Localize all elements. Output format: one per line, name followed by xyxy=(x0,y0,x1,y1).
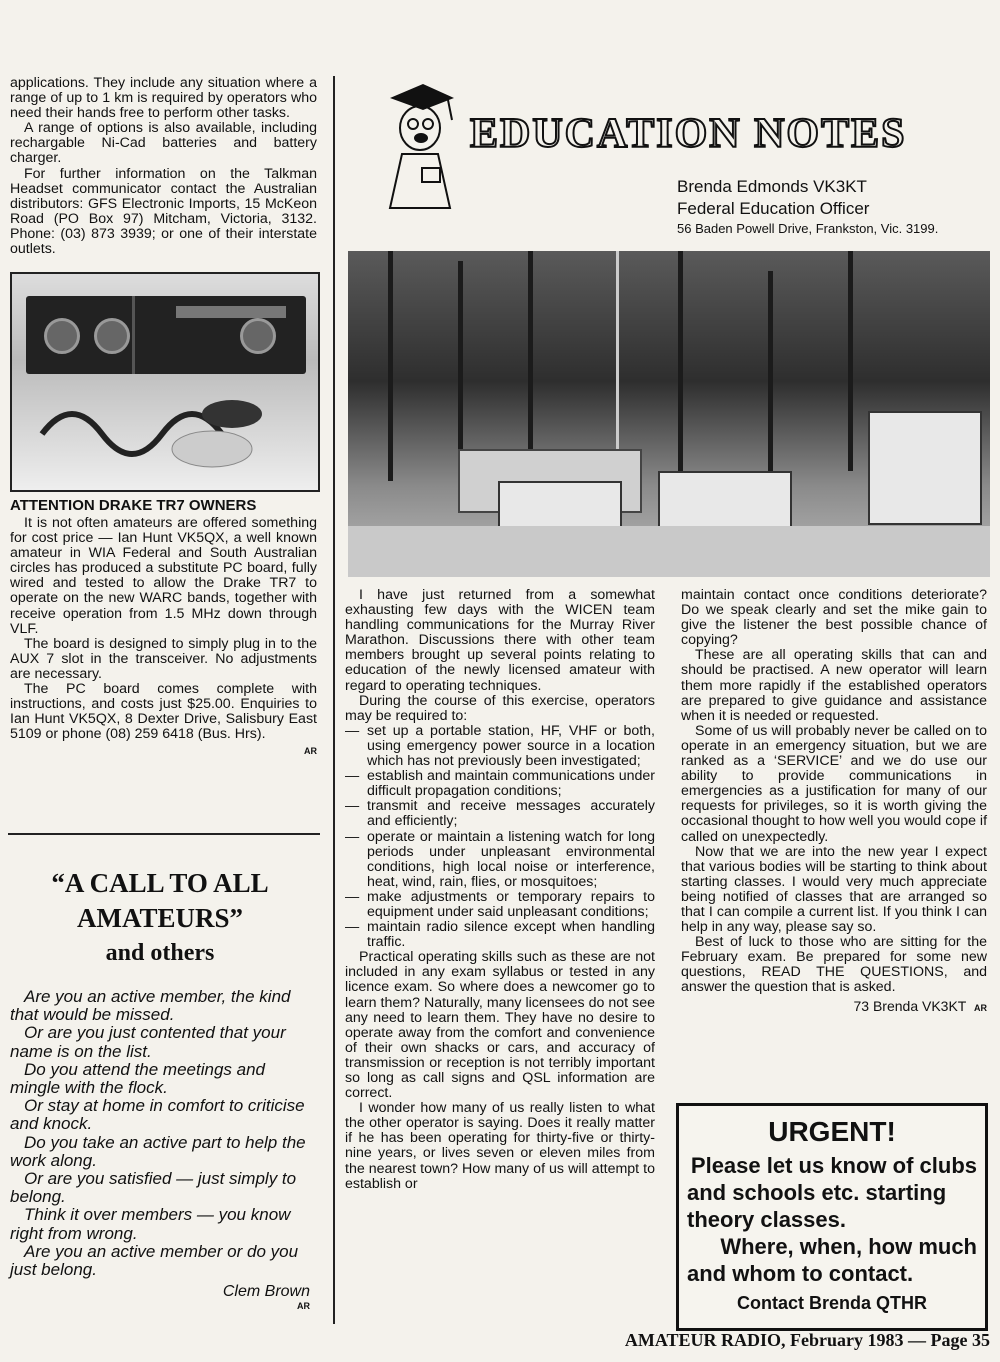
microphone-cord-graphic xyxy=(32,374,302,474)
call-box xyxy=(10,866,310,1311)
poem-line: Are you an active member or do you just belong. xyxy=(10,1241,299,1280)
author-address: 56 Baden Powell Drive, Frankston, Vic. 3199. xyxy=(677,221,939,236)
article-paragraph: Best of luck to those who are sitting for the February exam. Be prepared for some new questions, READ THE QUESTIONS, and answer the question that is asked. xyxy=(681,934,987,996)
article-paragraph: During the course of this exercise, operators may be required to: xyxy=(345,692,655,724)
article-column-2 xyxy=(681,588,987,1014)
intro-paragraph: applications. They include any situation where a range of up to 1 km is required by operators who need their hands free to perform other tasks. xyxy=(10,75,317,122)
list-item: — make adjustments or temporary repairs to equipment under said unpleasant conditions; xyxy=(345,890,655,920)
article-column-1 xyxy=(345,588,655,1192)
call-title-line2: AMATEURS” xyxy=(76,903,243,933)
article-paragraph: I wonder how many of us really listen to what the other operator is saying. Does it really matter if he has been operating for thirty-five or thirty-nine years, or lives seven or eleven miles from the nearest town? How many of us will attempt to establish or xyxy=(345,1100,655,1192)
urgent-contact: Contact Brenda QTHR xyxy=(736,1293,927,1313)
drake-paragraph: The board is designed to simply plug in to the AUX 7 slot in the transceiver. No adjustments are necessary. xyxy=(10,635,317,682)
author-role: Federal Education Officer xyxy=(677,199,870,218)
urgent-line: Please let us know of clubs xyxy=(690,1153,977,1178)
author-name: Brenda Edmonds VK3KT xyxy=(677,177,867,196)
operator-tasks-list xyxy=(345,724,655,950)
urgent-line: theory classes. xyxy=(687,1207,846,1232)
ar-mark: AR xyxy=(297,1301,310,1312)
ar-mark: AR xyxy=(304,746,317,757)
poem-line: Or stay at home in comfort to criticise and knock. xyxy=(10,1096,305,1134)
call-title-line1: “A CALL TO ALL xyxy=(51,868,269,898)
drake-paragraph: It is not often amateurs are offered something for cost price — Ian Hunt VK5QX, a well known amateur in WIA Federal and South Australian circles has produced a substitute PC board, fully wired and tested to allow the Drake TR7 to operate on the new WARC bands, together with receive operation from 1.5 MHz down through VLF. xyxy=(10,515,317,637)
drake-heading: ATTENTION DRAKE TR7 OWNERS xyxy=(10,497,257,514)
article-paragraph: Practical operating skills such as these are not included in any exam syllabus or tested in any licence exam. So where does a newcomer go to learn them? Naturally, many licensees do not see any need to learn them. They have no desire to operate away from the comfort and convenience of their own shacks or cars, and accuracy of transmission or reception is not terribly important so long as call signs and QSL information are correct. xyxy=(345,949,655,1102)
author-block xyxy=(677,176,987,237)
poem-line: Or are you satisfied — just simply to belong. xyxy=(10,1169,297,1207)
poem-line: Do you take an active part to help the work along. xyxy=(10,1132,306,1170)
poem-line: Do you attend the meetings and mingle with the flock. xyxy=(10,1059,265,1098)
radio-body xyxy=(26,296,306,374)
urgent-line: Where, when, how much xyxy=(720,1234,977,1259)
signoff-line xyxy=(681,998,987,1014)
ar-mark: AR xyxy=(974,1002,987,1013)
list-item: — operate or maintain a listening watch for long periods under unpleasant environmental conditions, high local noise or interference, heat, wind, rain, flies, or mosquitoes; xyxy=(345,830,655,890)
article-paragraph: Some of us will probably never be called on to operate in an emergency situation, but we are ranked as a ‘SERVICE’ and we do use our ability to provide communications in emergencies as a justification for many of our requests for privileges, so it is worth giving the occasional thought to how well you would cope if called on unexpectedly. xyxy=(681,722,988,845)
transceiver-photo xyxy=(10,272,320,492)
left-column-intro xyxy=(10,76,317,257)
list-item: — establish and maintain communications under difficult propagation conditions; xyxy=(345,769,655,799)
urgent-line: and whom to contact. xyxy=(687,1261,914,1286)
section-divider xyxy=(8,833,320,835)
list-item: — maintain radio silence except when handling traffic. xyxy=(345,920,655,950)
poem-line: Or are you just contented that your name is on the list. xyxy=(10,1023,286,1061)
article-paragraph: maintain contact once conditions deteriorate? Do we speak clearly and set the mike gain to give the listener the best possible chance of copying? xyxy=(681,587,987,649)
poem-author: Clem Brown xyxy=(222,1283,310,1301)
list-item: — set up a portable station, HF, VHF or both, using emergency power source in a location which has not previously been investigated; xyxy=(345,724,655,769)
poem-line: Are you an active member, the kind that would be missed. xyxy=(10,987,291,1025)
article-paragraph: I have just returned from a somewhat exhausting few days with the WICEN team handling communications for the Murray River Marathon. Discussions there with other team members brought up several points relating to education of the newly licensed amateur with regard to operating techniques. xyxy=(345,587,655,694)
urgent-box xyxy=(676,1103,988,1331)
graduate-mascot-icon xyxy=(378,76,458,218)
column-divider xyxy=(333,76,335,1324)
section-title: EDUCATION NOTES xyxy=(470,111,907,157)
call-title-line3: and others xyxy=(105,940,215,966)
urgent-line: and schools etc. starting xyxy=(687,1180,947,1205)
wicen-camp-photo xyxy=(348,251,990,577)
poem xyxy=(10,988,310,1279)
urgent-title: URGENT! xyxy=(768,1116,896,1147)
signoff: 73 Brenda VK3KT xyxy=(853,997,967,1014)
intro-paragraph: A range of options is also available, including rechargable Ni-Cad batteries and battery charger. xyxy=(10,120,317,167)
list-item: — transmit and receive messages accurately and efficiently; xyxy=(345,799,655,829)
article-paragraph: Now that we are into the new year I expect that various bodies will be starting to think about starting classes. I would very much appreciate being notified of classes that are arranged so that I can compile a current list. If you think I can help in any way, please say so. xyxy=(681,843,987,936)
page-footer: AMATEUR RADIO, February 1983 — Page 35 xyxy=(624,1330,990,1350)
drake-paragraph: The PC board comes complete with instructions, and costs just $25.00. Enquiries to Ian Hunt VK5QX, 8 Dexter Drive, Salisbury East 5109 or phone (08) 259 6418 (Bus. Hrs). xyxy=(10,681,317,743)
urgent-message xyxy=(687,1152,977,1287)
poem-line: Think it over members — you know right from wrong. xyxy=(10,1205,291,1243)
article-paragraph: These are all operating skills that can and should be practised. A new operator will learn them more rapidly if the established operators are prepared to give guidance and assistance when it is needed or requested. xyxy=(681,647,987,724)
intro-paragraph: For further information on the Talkman Headset communicator contact the Australian distributors: GFS Electronic Imports, 15 McKeon Road (PO Box 97) Mitcham, Victoria, 3132. Phone: (03) 873 3939; or one of their interstate outlets. xyxy=(10,165,317,258)
drake-section xyxy=(10,497,317,756)
